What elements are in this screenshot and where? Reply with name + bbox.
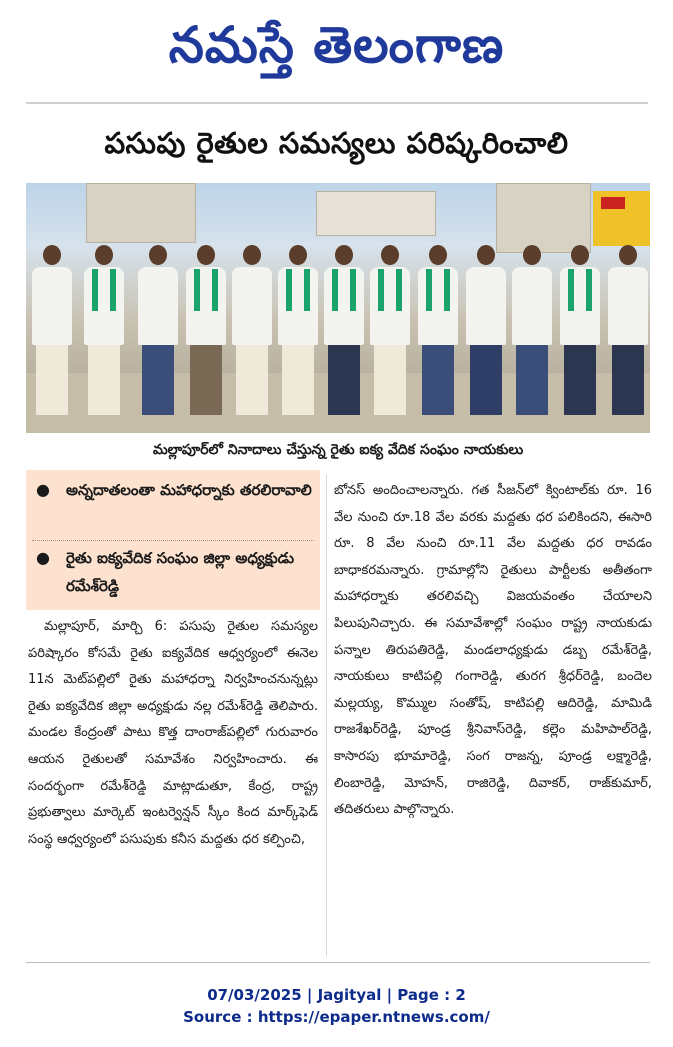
article-body-right: బోనస్ అందించాలన్నారు. గత సీజన్‌లో క్వింటాల్‌కు రూ. 16 వేల నుంచి రూ.18 వేల వరకు మద్దతు ధర పలికిందని, ఈసారి రూ. 8 వేల నుంచి రూ.11 వేల మద్దతు ధర రావడం బాధాకరమన్నారు. గ్రామాల్లోని రైతులు పార్టీలకు అతీతంగా మహాధర్నాకు తరలివచ్చి విజయవంతం చేయాలని పిలుపునిచ్చారు. ఈ సమావేశాల్లో సంఘం రాష్ట్ర నాయకుడు పన్నాల తిరుపతిరెడ్డి, మండలాధ్యక్షుడు డబ్బ రమేశ్‌రెడ్డి, నాయకులు కాటిపల్లి గంగారెడ్డి, తురగ శ్రీధర్‌రెడ్డి, బందెల మల్లయ్య, కొమ్ముల సంతోష్, కాటిపల్లి ఆదిరెడ్డి, మామిడి రాజశేఖర్‌రెడ్డి, పూండ్ర శ్రీనివాస్‌రెడ్డి, కల్లెం మహిపాల్‌రెడ్డి, కాసారపు భూమారెడ్డి, సంగ రాజన్న, పూండ్ర లక్ష్మారెడ్డి, లింబారెడ్డి, మోహన్, రాజిరెడ్డి, దివాకర్, రాజ్‌కుమార్, తదితరులు పాల్గొన్నారు. [334,483,652,818]
footer-rule [26,962,650,963]
photo-person [512,245,552,415]
photo-building [496,183,591,253]
photo-person [324,245,364,415]
photo-person [84,245,124,415]
highlight-item [32,476,316,536]
highlights-box [26,470,320,610]
photo-caption: మల్లాపూర్‌లో నినాదాలు చేస్తున్న రైతు ఐక్య వేదిక సంఘం నాయకులు [152,442,524,458]
photo-person [138,245,178,415]
article-body-left: మల్లాపూర్, మార్చి 6: పసుపు రైతుల సమస్యల పరిష్కారం కోసమే రైతు ఐక్యవేదిక ఆధ్వర్యంలో ఈనెల 11న మెట్‌పల్లిలో రైతు మహాధర్నా నిర్వహించనున్నట్లు రైతు ఐక్యవేదిక జిల్లా అధ్యక్షుడు నల్ల రమేశ్‌రెడ్డి తెలిపారు. మండల కేంద్రంతో పాటు కొత్త దాంరాజ్‌పల్లిలో గురువారం ఆయన రైతులతో సమావేశం నిర్వహించారు. ఈ సందర్భంగా రమేశ్‌రెడ్డి మాట్లాడుతూ, కేంద్ర, రాష్ట్ర ప్రభుత్వాలు మార్కెట్ ఇంటర్వెన్షన్ స్కీం కింద మార్క్‌ఫెడ్ సంస్థ ఆధ్వర్యంలో పసుపుకు కనీస మద్దతు ధర కల్పించి, [28,619,318,847]
bullet-icon: ● [36,548,50,567]
photo-person [418,245,458,415]
photo-person [278,245,318,415]
footer-source-link[interactable]: Source : https://epaper.ntnews.com/ [183,1008,490,1026]
photo-person [560,245,600,415]
highlight-text: అన్నదాతలంతా మహాధర్నాకు తరలిరావాలి [66,481,312,499]
bullet-icon: ● [36,480,50,499]
highlight-item [32,544,316,606]
highlight-divider [32,540,314,541]
photo-building [316,191,436,236]
masthead-rule [26,102,648,104]
highlight-text: రైతు ఐక్యవేదిక సంఘం జిల్లా అధ్యక్షుడు రమేశ్‌రెడ్డి [66,549,295,595]
footer-date-line: 07/03/2025 | Jagityal | Page : 2 [207,986,466,1004]
photo-person [32,245,72,415]
photo-atm-tag [601,197,625,209]
article-photo [26,183,650,433]
article-headline: పసుపు రైతుల సమస్యలు పరిష్కరించాలి [104,126,569,160]
photo-person [608,245,648,415]
photo-person [232,245,272,415]
photo-person [186,245,226,415]
photo-person [466,245,506,415]
photo-person [370,245,410,415]
column-divider [326,474,327,956]
masthead-logo: నమస్తే తెలంగాణ [168,16,505,74]
photo-building [86,183,196,243]
